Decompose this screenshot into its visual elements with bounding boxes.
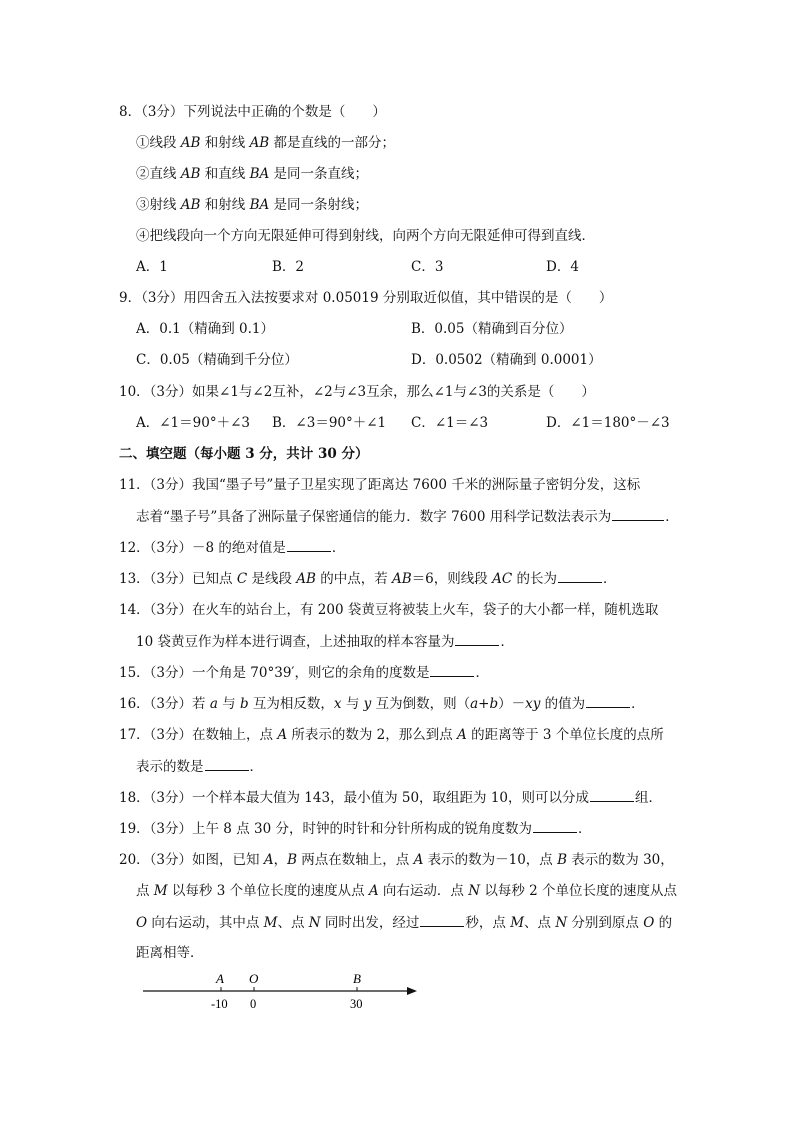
- q8-option-b: B．2: [272, 259, 305, 275]
- q8-option-d: D．4: [546, 259, 579, 275]
- point-label-b: B: [353, 971, 361, 986]
- q10-option-a: A．∠1＝90°＋∠3: [136, 415, 250, 431]
- q9-option-d: D．0.0502（精确到 0.0001）: [411, 352, 602, 368]
- q8-option-c: C．3: [411, 259, 444, 275]
- q8-statement-1: ①线段 AB 和射线 AB 都是直线的一部分；: [136, 135, 396, 151]
- tick-value-a: -10: [211, 997, 228, 1011]
- q20-line-3: O 向右运动，其中点 M、点 N 同时出发，经过 秒，点 M、点 N 分别到原点 O 的: [136, 915, 673, 931]
- number-line-figure: [135, 968, 425, 1016]
- q17-line-1: 17．（3分）在数轴上，点 A 所表示的数为 2，那么到点 A 的距离等于 3 个单位长度的点所: [119, 727, 664, 743]
- q10-option-d: D．∠1＝180°－∠3: [546, 415, 670, 431]
- answer-blank: [455, 632, 499, 646]
- answer-blank: [420, 913, 464, 927]
- q8-option-a: A．1: [136, 259, 168, 275]
- q9-option-c: C．0.05（精确到千分位）: [136, 352, 298, 368]
- answer-blank: [430, 663, 474, 677]
- answer-blank: [612, 507, 664, 521]
- answer-blank: [590, 788, 634, 802]
- q17-line-2: 表示的数是 ．: [136, 759, 263, 775]
- q14-line-1: 14．（3分）在火车的站台上，有 200 袋黄豆将被装上火车，袋子的大小都一样，随机选取: [119, 602, 659, 618]
- q8-statement-3: ③射线 AB 和射线 BA 是同一条射线；: [136, 197, 369, 213]
- q9-stem: 9．（3分）用四舍五入法按要求对 0.05019 分别取近似值，其中错误的是（ ）: [119, 290, 613, 306]
- q19: 19．（3分）上午 8 点 30 分，时钟的时针和分针所构成的锐角度数为 ．: [119, 821, 592, 837]
- q11-line-2: 志着“墨子号”具备了洲际量子保密通信的能力．数字 7600 用科学记数法表示为 ．: [136, 509, 679, 525]
- section-heading: 二、填空题（每小题 3 分，共计 30 分）: [119, 446, 369, 462]
- tick-value-b: 30: [350, 997, 363, 1011]
- point-label-o: O: [249, 971, 259, 986]
- q20-line-2: 点 M 以每秒 3 个单位长度的速度从点 A 向右运动．点 N 以每秒 2 个单位长度的速度从点: [136, 883, 678, 899]
- q10-option-b: B．∠3＝90°＋∠1: [272, 415, 387, 431]
- q13: 13．（3分）已知点 C 是线段 AB 的中点，若 AB＝6，则线段 AC 的长为 ．: [119, 571, 617, 587]
- q10-option-c: C．∠1＝∠3: [411, 415, 489, 431]
- q10-stem: 10．（3分）如果∠1与∠2互补，∠2与∠3互余，那么∠1与∠3的关系是（ ）: [119, 384, 595, 400]
- q11-line-1: 11．（3分）我国“墨子号”量子卫星实现了距离达 7600 千米的洲际量子密钥分发，这标: [119, 477, 641, 493]
- point-label-a: A: [216, 971, 224, 986]
- q9-option-a: A．0.1（精确到 0.1）: [136, 321, 274, 337]
- q12: 12．（3分）－8 的绝对值是 ．: [119, 540, 346, 556]
- answer-blank: [533, 819, 577, 833]
- number-line-arrow-icon: [407, 987, 417, 995]
- q20-line-4: 距离相等．: [136, 945, 204, 961]
- q16: 16．（3分）若 a 与 b 互为相反数，x 与 y 互为倒数，则（a+b）－xy 的值为 ．: [119, 696, 645, 712]
- q18: 18．（3分）一个样本最大值为 143，最小值为 50，取组距为 10，则可以分成 组．: [119, 790, 663, 806]
- q14-line-2: 10 袋黄豆作为样本进行调查，上述抽取的样本容量为 ．: [136, 634, 514, 650]
- q8-statement-4: ④把线段向一个方向无限延伸可得到射线，向两个方向无限延伸可得到直线．: [136, 228, 595, 244]
- answer-blank: [287, 538, 331, 552]
- q20-line-1: 20．（3分）如图，已知 A，B 两点在数轴上，点 A 表示的数为－10，点 B 表示的数为 30，: [119, 852, 674, 868]
- q15: 15．（3分）一个角是 70°39′，则它的余角的度数是 ．: [119, 665, 489, 681]
- q8-statement-2: ②直线 AB 和直线 BA 是同一条直线；: [136, 166, 369, 182]
- q8-stem: 8．（3分）下列说法中正确的个数是（ ）: [119, 104, 386, 120]
- answer-blank: [586, 694, 630, 708]
- tick-value-o: 0: [250, 997, 257, 1011]
- answer-blank: [205, 757, 249, 771]
- answer-blank: [558, 569, 602, 583]
- q9-option-b: B．0.05（精确到百分位）: [411, 321, 573, 337]
